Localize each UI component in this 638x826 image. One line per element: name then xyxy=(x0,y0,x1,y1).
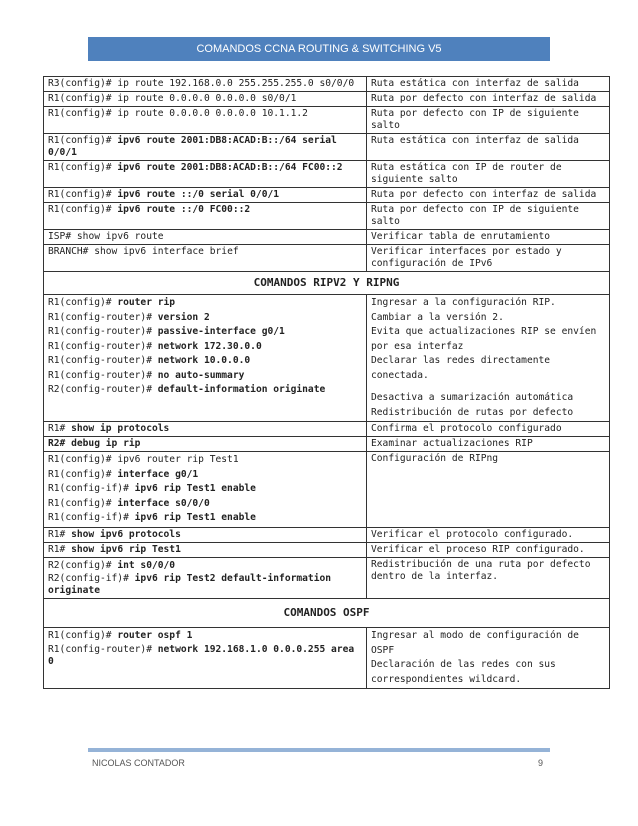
table-row xyxy=(44,452,610,528)
table-row xyxy=(44,527,610,542)
command-cell: R1(config)# ipv6 route ::/0 serial 0/0/1 xyxy=(44,188,367,203)
table-row xyxy=(44,628,610,689)
description-cell: Verificar el proceso RIP configurado. xyxy=(367,542,610,557)
commands-table xyxy=(43,76,610,689)
section-title-ospf: COMANDOS OSPF xyxy=(44,599,610,628)
description-cell: Ruta por defecto con IP de siguiente salto xyxy=(367,203,610,230)
command-cell: R1(config)# router rip R1(config-router)# version 2 R1(config-router)# passive-interface g0/1 R1(config-router)# network 172.30.0.0 R1(config-router)# network 10.0.0.0 R1(config-router)# no auto-summary R2(config-router)# default-information originate xyxy=(44,295,367,422)
description-cell: Examinar actualizaciones RIP xyxy=(367,437,610,452)
command-cell: BRANCH# show ipv6 interface brief xyxy=(44,245,367,272)
description-cell: Verificar el protocolo configurado. xyxy=(367,527,610,542)
description-cell: Ingresar al modo de configuración de OSPF Declaración de las redes con sus correspondientes wildcard. xyxy=(367,628,610,689)
table-row xyxy=(44,92,610,107)
description-cell: Ruta estática con interfaz de salida xyxy=(367,134,610,161)
command-cell: R1(config)# ipv6 route ::/0 FC00::2 xyxy=(44,203,367,230)
footer-page-number: 9 xyxy=(538,758,544,768)
table-row xyxy=(44,161,610,188)
footer-divider xyxy=(88,748,550,752)
command-cell: R1(config)# ip route 0.0.0.0 0.0.0.0 s0/0/1 xyxy=(44,92,367,107)
page-header xyxy=(88,37,550,61)
description-cell: Ruta por defecto con interfaz de salida xyxy=(367,92,610,107)
section-row xyxy=(44,599,610,628)
command-cell: R1# show ip protocols xyxy=(44,422,367,437)
table-row xyxy=(44,542,610,557)
description-cell: Confirma el protocolo configurado xyxy=(367,422,610,437)
table-row xyxy=(44,245,610,272)
command-cell: R3(config)# ip route 192.168.0.0 255.255.255.0 s0/0/0 xyxy=(44,77,367,92)
table-row xyxy=(44,422,610,437)
command-cell: R1# show ipv6 protocols xyxy=(44,527,367,542)
table-row xyxy=(44,437,610,452)
command-cell: R2(config)# int s0/0/0 R2(config-if)# ipv6 rip Test2 default-information originate xyxy=(44,557,367,599)
description-cell: Verificar tabla de enrutamiento xyxy=(367,230,610,245)
command-cell: R1(config)# ip route 0.0.0.0 0.0.0.0 10.1.1.2 xyxy=(44,107,367,134)
description-cell: Ingresar a la configuración RIP. Cambiar a la versión 2. Evita que actualizaciones RIP se envíen por esa interfaz Declarar las redes directamente conectada. Desactiva a sumarización automática Redistribución de rutas por defecto xyxy=(367,295,610,422)
table-row xyxy=(44,77,610,92)
description-cell: Ruta por defecto con IP de siguiente salto xyxy=(367,107,610,134)
description-cell: Ruta estática con IP de router de siguiente salto xyxy=(367,161,610,188)
table-row xyxy=(44,295,610,422)
description-cell: Redistribución de una ruta por defecto dentro de la interfaz. xyxy=(367,557,610,599)
section-row xyxy=(44,272,610,295)
command-cell: R1# show ipv6 rip Test1 xyxy=(44,542,367,557)
header-title: COMANDOS CCNA ROUTING & SWITCHING V5 xyxy=(196,43,442,55)
description-cell: Configuración de RIPng xyxy=(367,452,610,528)
command-cell: ISP# show ipv6 route xyxy=(44,230,367,245)
command-cell: R1(config)# router ospf 1 R1(config-router)# network 192.168.1.0 0.0.0.255 area 0 xyxy=(44,628,367,689)
command-cell: R1(config)# ipv6 router rip Test1 R1(config)# interface g0/1 R1(config-if)# ipv6 rip Test1 enable R1(config)# interface s0/0/0 R1(config-if)# ipv6 rip Test1 enable xyxy=(44,452,367,528)
table-row xyxy=(44,230,610,245)
command-cell: R1(config)# ipv6 route 2001:DB8:ACAD:B::/64 FC00::2 xyxy=(44,161,367,188)
section-title-rip: COMANDOS RIPV2 Y RIPNG xyxy=(44,272,610,295)
table-row xyxy=(44,107,610,134)
description-cell: Ruta por defecto con interfaz de salida xyxy=(367,188,610,203)
description-cell: Verificar interfaces por estado y configuración de IPv6 xyxy=(367,245,610,272)
table-row xyxy=(44,203,610,230)
table-row xyxy=(44,188,610,203)
footer-author: NICOLAS CONTADOR xyxy=(92,758,185,768)
command-cell: R1(config)# ipv6 route 2001:DB8:ACAD:B::/64 serial 0/0/1 xyxy=(44,134,367,161)
table-row xyxy=(44,134,610,161)
command-cell: R2# debug ip rip xyxy=(44,437,367,452)
table-row xyxy=(44,557,610,599)
description-cell: Ruta estática con interfaz de salida xyxy=(367,77,610,92)
